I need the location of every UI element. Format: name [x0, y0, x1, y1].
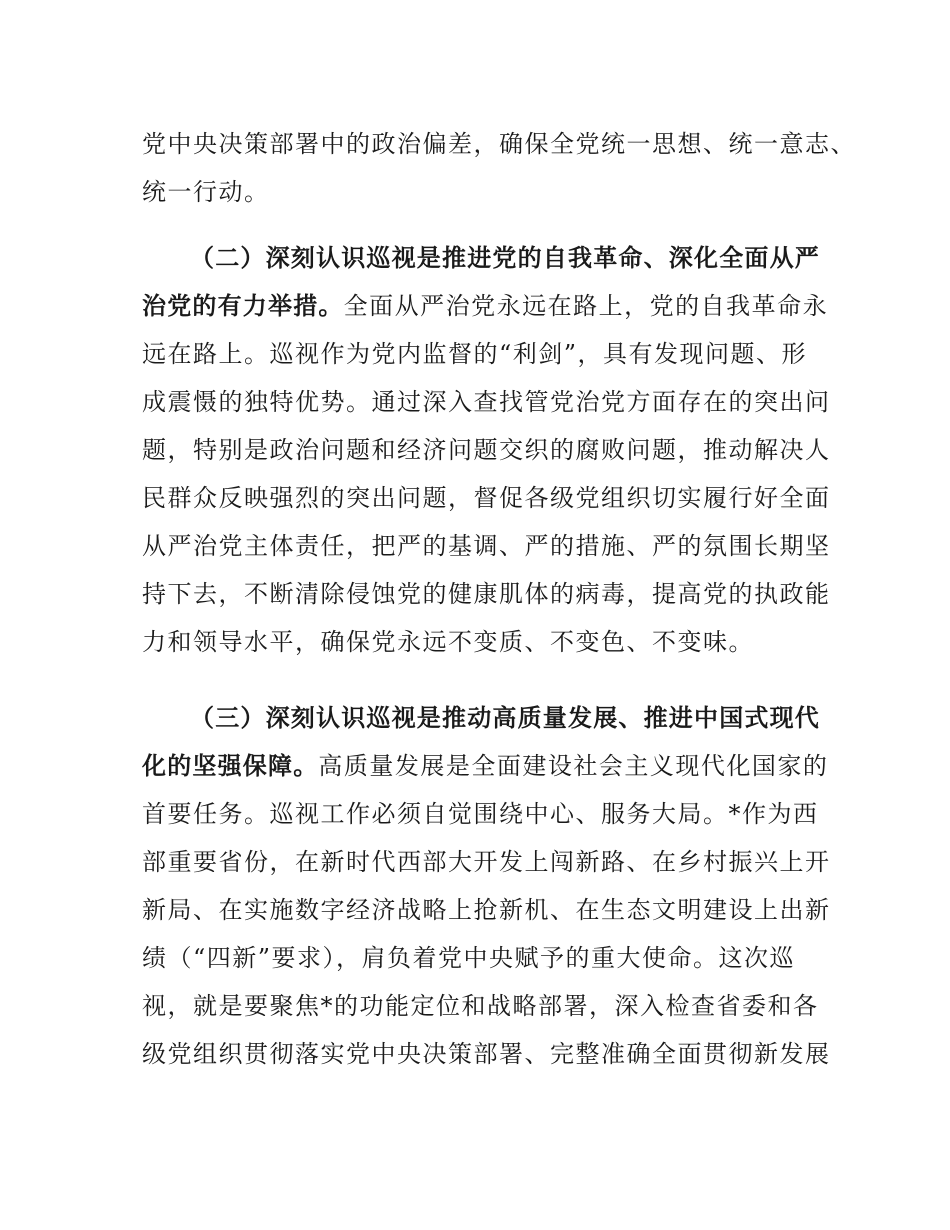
section-heading: （二）深刻认识巡视是推进党的自我革命、深化全面从严: [190, 244, 820, 272]
body-text-segment: 全面从严治党永远在路上，党的自我革命永: [343, 292, 829, 320]
body-text-line: 党中央决策部署中的政治偏差，确保全党统一思想、统一意志、: [142, 130, 856, 158]
body-text-segment: 高质量发展是全面建设社会主义现代化国家的: [318, 752, 829, 780]
body-text-line: 远在路上。巡视作为党内监督的“利剑”，具有发现问题、形: [142, 340, 808, 368]
body-text-line: 部重要省份，在新时代西部大开发上闯新路、在乡村振兴上开: [142, 848, 831, 876]
body-text-line: 首要任务。巡视工作必须自觉围绕中心、服务大局。*作为西: [142, 800, 819, 828]
body-text-line: 绩（“四新”要求），肩负着党中央赋予的重大使命。这次巡: [142, 944, 796, 972]
section-heading-continued: 治党的有力举措。: [142, 292, 344, 320]
body-text-line: 从严治党主体责任，把严的基调、严的措施、严的氛围长期坚: [142, 532, 831, 560]
section-heading: （三）深刻认识巡视是推动高质量发展、推进中国式现代: [190, 704, 820, 732]
section-heading-continued: 化的坚强保障。: [142, 752, 319, 780]
body-text-line: [142, 286, 828, 326]
body-text-line: 题，特别是政治问题和经济问题交织的腐败问题，推动解决人: [142, 436, 831, 464]
body-text-line: 视，就是要聚焦*的功能定位和战略部署，深入检查省委和各: [142, 992, 819, 1020]
body-text-line: 民群众反映强烈的突出问题，督促各级党组织切实履行好全面: [142, 484, 831, 512]
body-text-line: 统一行动。: [142, 178, 270, 206]
body-text-line: 成震慑的独特优势。通过深入查找管党治党方面存在的突出问: [142, 388, 831, 416]
body-text-line: [142, 746, 828, 786]
body-text-line: 级党组织贯彻落实党中央决策部署、完整准确全面贯彻新发展: [142, 1040, 831, 1068]
body-text-line: 持下去，不断清除侵蚀党的健康肌体的病毒，提高党的执政能: [142, 580, 831, 608]
body-text-line: 力和领导水平，确保党永远不变质、不变色、不变味。: [142, 628, 754, 656]
body-text-line: 新局、在实施数字经济战略上抢新机、在生态文明建设上出新: [142, 896, 831, 924]
